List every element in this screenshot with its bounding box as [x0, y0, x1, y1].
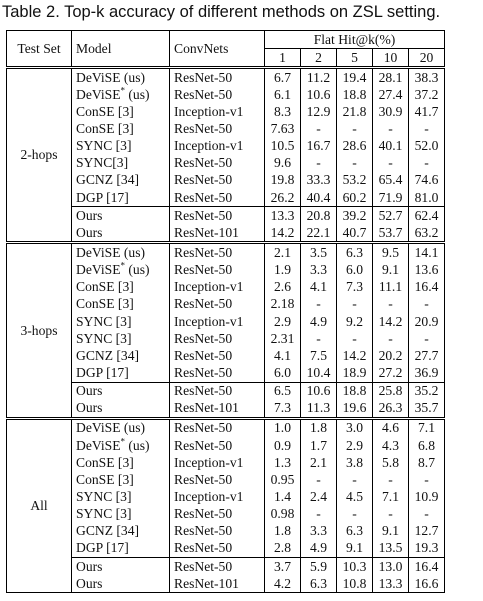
- value-cell: 40.7: [337, 224, 373, 243]
- header-k-20: 20: [409, 49, 445, 68]
- convnet-cell: Inception-v1: [170, 138, 265, 155]
- value-cell: 26.2: [265, 189, 301, 207]
- value-cell: 2.1: [265, 243, 301, 262]
- convnet-cell: ResNet-50: [170, 347, 265, 364]
- value-cell: 65.4: [373, 172, 409, 189]
- convnet-cell: ResNet-50: [170, 364, 265, 382]
- value-cell: 6.5: [265, 382, 301, 400]
- value-cell: 16.4: [409, 557, 445, 575]
- value-cell: 14.2: [337, 347, 373, 364]
- convnet-cell: ResNet-50: [170, 471, 265, 488]
- value-cell: 18.9: [337, 364, 373, 382]
- value-cell: 39.2: [337, 207, 373, 225]
- table-row: [7, 120, 445, 137]
- value-cell: 2.4: [301, 488, 337, 505]
- value-cell: 9.6: [265, 155, 301, 172]
- header-k-5: 5: [337, 49, 373, 68]
- value-cell: 3.3: [301, 262, 337, 279]
- value-cell: 13.3: [373, 575, 409, 593]
- value-cell: 41.7: [409, 103, 445, 120]
- value-cell: 60.2: [337, 189, 373, 207]
- convnet-cell: ResNet-50: [170, 506, 265, 523]
- model-cell: ConSE [3]: [72, 279, 170, 296]
- model-cell: DGP [17]: [72, 540, 170, 558]
- table-row: [7, 189, 445, 207]
- value-cell: 9.5: [373, 243, 409, 262]
- model-cell: SYNC [3]: [72, 488, 170, 505]
- model-cell: GCNZ [34]: [72, 347, 170, 364]
- value-cell: 4.6: [373, 418, 409, 437]
- model-cell: ConSE [3]: [72, 120, 170, 137]
- value-cell: 14.2: [373, 313, 409, 330]
- convnet-cell: Inception-v1: [170, 488, 265, 505]
- table-row: [7, 330, 445, 347]
- value-cell: 3.3: [301, 523, 337, 540]
- model-cell: DeViSE* (us): [72, 262, 170, 279]
- model-cell: Ours: [72, 400, 170, 419]
- value-cell: 8.7: [409, 454, 445, 471]
- model-cell: DeViSE* (us): [72, 437, 170, 454]
- value-cell: 7.63: [265, 120, 301, 137]
- value-cell: 9.1: [337, 540, 373, 558]
- value-cell: 4.1: [301, 279, 337, 296]
- table-caption: Table 2. Top-k accuracy of different methods on ZSL setting.: [2, 3, 441, 21]
- value-cell: -: [373, 296, 409, 313]
- value-cell: 9.1: [373, 262, 409, 279]
- convnet-cell: ResNet-50: [170, 155, 265, 172]
- value-cell: -: [337, 330, 373, 347]
- value-cell: 2.1: [301, 454, 337, 471]
- value-cell: -: [337, 155, 373, 172]
- value-cell: 35.2: [409, 382, 445, 400]
- model-cell: Ours: [72, 557, 170, 575]
- value-cell: 6.0: [337, 262, 373, 279]
- value-cell: 52.0: [409, 138, 445, 155]
- test-set-label: All: [7, 418, 72, 592]
- test-set-label: 2-hops: [7, 68, 72, 243]
- value-cell: 11.1: [373, 279, 409, 296]
- value-cell: 3.0: [337, 418, 373, 437]
- value-cell: 38.3: [409, 68, 445, 87]
- convnet-cell: ResNet-50: [170, 120, 265, 137]
- value-cell: 22.1: [301, 224, 337, 243]
- value-cell: 53.2: [337, 172, 373, 189]
- value-cell: 62.4: [409, 207, 445, 225]
- value-cell: -: [373, 155, 409, 172]
- value-cell: 2.9: [337, 437, 373, 454]
- test-set-label: 3-hops: [7, 243, 72, 418]
- value-cell: 2.18: [265, 296, 301, 313]
- model-cell: GCNZ [34]: [72, 172, 170, 189]
- value-cell: 9.1: [373, 523, 409, 540]
- model-cell: SYNC[3]: [72, 155, 170, 172]
- convnet-cell: ResNet-50: [170, 262, 265, 279]
- model-cell: DeViSE (us): [72, 68, 170, 87]
- table-row: [7, 155, 445, 172]
- value-cell: 8.3: [265, 103, 301, 120]
- convnet-cell: ResNet-50: [170, 418, 265, 437]
- value-cell: 19.6: [337, 400, 373, 419]
- table-row: [7, 506, 445, 523]
- table-row: [7, 364, 445, 382]
- model-cell: Ours: [72, 207, 170, 225]
- model-cell: DGP [17]: [72, 364, 170, 382]
- model-cell: Ours: [72, 224, 170, 243]
- value-cell: 7.3: [265, 400, 301, 419]
- table-row: [7, 224, 445, 243]
- value-cell: 13.5: [373, 540, 409, 558]
- value-cell: 28.6: [337, 138, 373, 155]
- value-cell: 1.0: [265, 418, 301, 437]
- value-cell: -: [409, 471, 445, 488]
- value-cell: -: [337, 120, 373, 137]
- table-row: [7, 418, 445, 437]
- header-test-set: Test Set: [7, 31, 72, 68]
- model-cell: Ours: [72, 575, 170, 593]
- value-cell: -: [301, 506, 337, 523]
- value-cell: -: [337, 471, 373, 488]
- value-cell: 0.95: [265, 471, 301, 488]
- convnet-cell: ResNet-50: [170, 330, 265, 347]
- convnet-cell: ResNet-101: [170, 400, 265, 419]
- header-model: Model: [72, 31, 170, 68]
- convnet-cell: ResNet-101: [170, 575, 265, 593]
- value-cell: 1.9: [265, 262, 301, 279]
- value-cell: 6.7: [265, 68, 301, 87]
- value-cell: 14.2: [265, 224, 301, 243]
- value-cell: 10.6: [301, 382, 337, 400]
- model-cell: Ours: [72, 382, 170, 400]
- value-cell: 16.7: [301, 138, 337, 155]
- value-cell: 16.4: [409, 279, 445, 296]
- value-cell: 5.9: [301, 557, 337, 575]
- value-cell: -: [409, 296, 445, 313]
- table-row: [7, 557, 445, 575]
- value-cell: -: [301, 296, 337, 313]
- model-cell: GCNZ [34]: [72, 523, 170, 540]
- value-cell: 2.8: [265, 540, 301, 558]
- value-cell: 18.8: [337, 382, 373, 400]
- value-cell: 53.7: [373, 224, 409, 243]
- model-cell: ConSE [3]: [72, 454, 170, 471]
- value-cell: 13.3: [265, 207, 301, 225]
- convnet-cell: ResNet-50: [170, 540, 265, 558]
- model-cell: SYNC [3]: [72, 138, 170, 155]
- header-flat-hit-label: Flat Hit@k(%): [313, 31, 396, 47]
- value-cell: -: [301, 330, 337, 347]
- value-cell: -: [301, 155, 337, 172]
- value-cell: 6.1: [265, 86, 301, 103]
- value-cell: -: [373, 506, 409, 523]
- header-k-2: 2: [301, 49, 337, 68]
- header-k-1: 1: [265, 49, 301, 68]
- value-cell: 0.98: [265, 506, 301, 523]
- convnet-cell: ResNet-50: [170, 437, 265, 454]
- convnet-cell: ResNet-50: [170, 86, 265, 103]
- value-cell: -: [373, 120, 409, 137]
- value-cell: 3.8: [337, 454, 373, 471]
- table-row: [7, 86, 445, 103]
- value-cell: 74.6: [409, 172, 445, 189]
- model-cell: SYNC [3]: [72, 330, 170, 347]
- value-cell: -: [301, 120, 337, 137]
- value-cell: 19.3: [409, 540, 445, 558]
- value-cell: 10.6: [301, 86, 337, 103]
- table-row: [7, 471, 445, 488]
- convnet-cell: Inception-v1: [170, 313, 265, 330]
- value-cell: 19.4: [337, 68, 373, 87]
- value-cell: 2.9: [265, 313, 301, 330]
- table-row: [7, 437, 445, 454]
- model-cell: ConSE [3]: [72, 296, 170, 313]
- table-row: [7, 138, 445, 155]
- model-cell: SYNC [3]: [72, 506, 170, 523]
- convnet-cell: Inception-v1: [170, 279, 265, 296]
- value-cell: 28.1: [373, 68, 409, 87]
- value-cell: 26.3: [373, 400, 409, 419]
- value-cell: 1.7: [301, 437, 337, 454]
- value-cell: 3.5: [301, 243, 337, 262]
- convnet-cell: ResNet-50: [170, 243, 265, 262]
- value-cell: 30.9: [373, 103, 409, 120]
- value-cell: 9.2: [337, 313, 373, 330]
- value-cell: 7.1: [373, 488, 409, 505]
- value-cell: -: [301, 471, 337, 488]
- table-row: [7, 68, 445, 87]
- table-row: [7, 279, 445, 296]
- value-cell: 14.1: [409, 243, 445, 262]
- table-row: [7, 172, 445, 189]
- value-cell: 10.5: [265, 138, 301, 155]
- value-cell: 4.1: [265, 347, 301, 364]
- results-table: [6, 30, 445, 593]
- value-cell: 81.0: [409, 189, 445, 207]
- table-row: [7, 400, 445, 419]
- value-cell: -: [373, 330, 409, 347]
- value-cell: 2.31: [265, 330, 301, 347]
- convnet-cell: Inception-v1: [170, 454, 265, 471]
- convnet-cell: ResNet-101: [170, 224, 265, 243]
- value-cell: 6.0: [265, 364, 301, 382]
- value-cell: 4.9: [301, 540, 337, 558]
- value-cell: 13.0: [373, 557, 409, 575]
- value-cell: 5.8: [373, 454, 409, 471]
- convnet-cell: ResNet-50: [170, 557, 265, 575]
- table-row: [7, 540, 445, 558]
- value-cell: -: [409, 120, 445, 137]
- value-cell: 37.2: [409, 86, 445, 103]
- value-cell: 1.8: [265, 523, 301, 540]
- model-cell: DeViSE* (us): [72, 86, 170, 103]
- header-flat-hit: [265, 31, 445, 49]
- value-cell: 7.5: [301, 347, 337, 364]
- value-cell: 35.7: [409, 400, 445, 419]
- value-cell: 0.9: [265, 437, 301, 454]
- value-cell: 10.9: [409, 488, 445, 505]
- value-cell: -: [337, 296, 373, 313]
- value-cell: 40.4: [301, 189, 337, 207]
- model-cell: ConSE [3]: [72, 103, 170, 120]
- value-cell: 16.6: [409, 575, 445, 593]
- value-cell: 25.8: [373, 382, 409, 400]
- table-row: [7, 454, 445, 471]
- convnet-cell: ResNet-50: [170, 172, 265, 189]
- value-cell: 20.8: [301, 207, 337, 225]
- value-cell: 27.2: [373, 364, 409, 382]
- value-cell: 12.9: [301, 103, 337, 120]
- value-cell: -: [373, 471, 409, 488]
- value-cell: 7.3: [337, 279, 373, 296]
- model-cell: DGP [17]: [72, 189, 170, 207]
- value-cell: -: [409, 155, 445, 172]
- model-cell: DeViSE (us): [72, 418, 170, 437]
- value-cell: 40.1: [373, 138, 409, 155]
- value-cell: 21.8: [337, 103, 373, 120]
- table-row: [7, 313, 445, 330]
- convnet-cell: ResNet-50: [170, 189, 265, 207]
- value-cell: 33.3: [301, 172, 337, 189]
- value-cell: 11.3: [301, 400, 337, 419]
- table-row: [7, 523, 445, 540]
- model-cell: DeViSE (us): [72, 243, 170, 262]
- value-cell: 10.3: [337, 557, 373, 575]
- convnet-cell: ResNet-50: [170, 68, 265, 87]
- value-cell: 13.6: [409, 262, 445, 279]
- convnet-cell: Inception-v1: [170, 103, 265, 120]
- value-cell: 7.1: [409, 418, 445, 437]
- value-cell: 20.9: [409, 313, 445, 330]
- value-cell: 63.2: [409, 224, 445, 243]
- convnet-cell: ResNet-50: [170, 523, 265, 540]
- value-cell: 10.4: [301, 364, 337, 382]
- value-cell: 6.3: [301, 575, 337, 593]
- value-cell: 19.8: [265, 172, 301, 189]
- value-cell: 3.7: [265, 557, 301, 575]
- model-cell: SYNC [3]: [72, 313, 170, 330]
- value-cell: 2.6: [265, 279, 301, 296]
- value-cell: 6.8: [409, 437, 445, 454]
- value-cell: 4.2: [265, 575, 301, 593]
- value-cell: 1.8: [301, 418, 337, 437]
- value-cell: 18.8: [337, 86, 373, 103]
- table-body: [7, 68, 445, 593]
- convnet-cell: ResNet-50: [170, 382, 265, 400]
- table-row: [7, 103, 445, 120]
- header-k-10: 10: [373, 49, 409, 68]
- table-row: [7, 296, 445, 313]
- value-cell: 27.4: [373, 86, 409, 103]
- convnet-cell: ResNet-50: [170, 207, 265, 225]
- table-row: [7, 347, 445, 364]
- convnet-cell: ResNet-50: [170, 296, 265, 313]
- value-cell: 20.2: [373, 347, 409, 364]
- value-cell: 11.2: [301, 68, 337, 87]
- value-cell: -: [409, 330, 445, 347]
- table-row: [7, 382, 445, 400]
- value-cell: 27.7: [409, 347, 445, 364]
- table-row: [7, 575, 445, 593]
- value-cell: 36.9: [409, 364, 445, 382]
- value-cell: 4.5: [337, 488, 373, 505]
- table-row: [7, 262, 445, 279]
- value-cell: 1.4: [265, 488, 301, 505]
- value-cell: 12.7: [409, 523, 445, 540]
- value-cell: -: [409, 506, 445, 523]
- value-cell: 71.9: [373, 189, 409, 207]
- value-cell: -: [337, 506, 373, 523]
- table-row: [7, 243, 445, 262]
- value-cell: 1.3: [265, 454, 301, 471]
- value-cell: 10.8: [337, 575, 373, 593]
- value-cell: 4.3: [373, 437, 409, 454]
- header-convnets: ConvNets: [170, 31, 265, 68]
- model-cell: ConSE [3]: [72, 471, 170, 488]
- value-cell: 6.3: [337, 243, 373, 262]
- table-row: [7, 207, 445, 225]
- value-cell: 52.7: [373, 207, 409, 225]
- table-row: [7, 488, 445, 505]
- value-cell: 4.9: [301, 313, 337, 330]
- value-cell: 6.3: [337, 523, 373, 540]
